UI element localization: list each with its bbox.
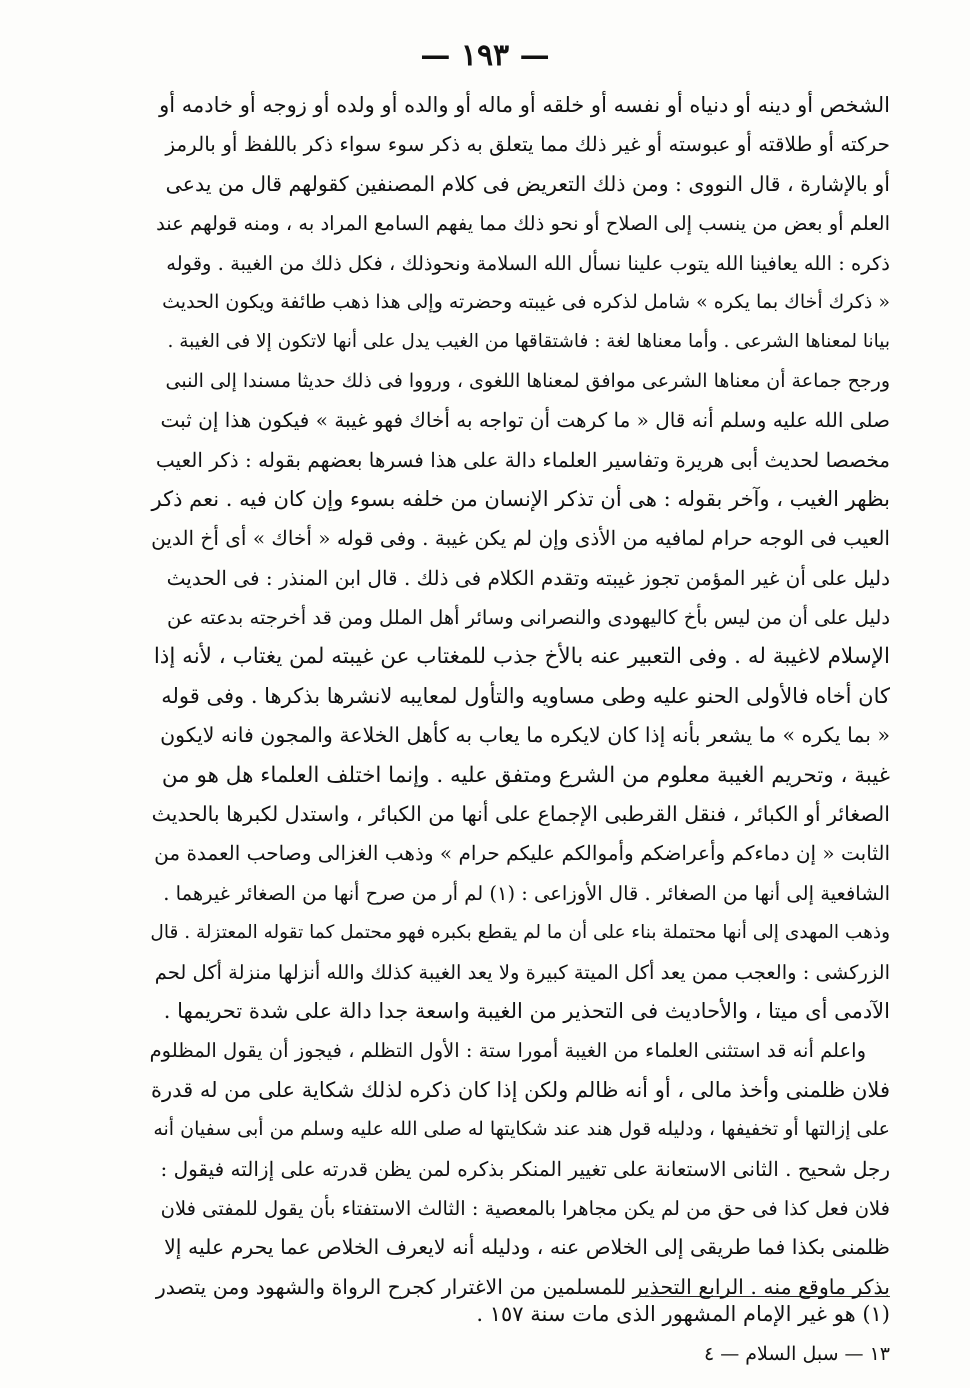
- text-line-20: الثابت « إن دماءكم وأعراضكم وأموالكم عليكم حرام » وذهب الغزالى وصاحب العمدة من: [154, 841, 890, 866]
- text-line-11: بظهر الغيب ، وآخر بقوله : هى أن تذكر الإنسان من خلفه بسوء وإن كان فيه . نعم ذكر: [151, 486, 890, 511]
- text-line-9: صلى الله عليه وسلم أنه قال « ما كرهت أن تواجه به أخاك فهو غيبة » فيكون هذا إن ثبت: [160, 408, 890, 433]
- text-line-25: واعلم أنه قد استثنى العلماء من الغيبة أمورا ستة : الأول التظلم ، فيجوز أن يقول المظلوم: [150, 1039, 866, 1063]
- page-number: — ١٩٣ —: [420, 38, 550, 73]
- text-line-18: غيبة ، وتحريم الغيبة معلوم من الشرع ومتفق عليه . وإنما اختلف العلماء هل هو من: [161, 762, 890, 788]
- printer-signature: ١٣ — سبل السلام — ٤: [704, 1343, 890, 1365]
- text-line-30: ظلمنى بكذا فما طريقى إلى الخلاص عنه ، ودليله أنه لايعرف الخلاص عما يحرم عليه إلا: [164, 1235, 890, 1260]
- text-line-17: « بما يكره » ما يشعر بأنه إذا كان لايكره ما يعاب به كأهل الخلاعة والمجون فانه لايكون: [160, 723, 890, 748]
- text-line-27: على إزالتها أو تخفيفها ، ودليله قول هند عند شكايتها له صلى الله عليه وسلم من أبى سفيان أنه: [153, 1118, 890, 1141]
- text-line-1: الشخص أو دينه أو دنياه أو نفسه أو خلقه أو ماله أو والده أو ولده أو زوجه أو خادمه أو: [159, 93, 890, 117]
- text-line-29: فلان فعل كذا فى حق من لم يكن مجاهرا بالمعصية : الثالث الاستفتاء بأن يقول للمفتى فلان: [160, 1196, 890, 1220]
- text-line-7: بيانا لمعناها الشرعى . وأما معناها لغة : فاشتقاقها من الغيب يدل على أنها لاتكون إلا فى الغيبة .: [167, 331, 890, 353]
- text-line-19: الصغائر أو الكبائر ، فنقل القرطبى الإجماع على أنها من الكبائر ، واستدل لكبرها بالحديث: [151, 802, 890, 827]
- text-line-10: مخصصا لحديث أبى هريرة وتفاسير العلماء دالة على هذا فسرها بعضهم بقوله : ذكر العيب: [155, 447, 890, 472]
- text-line-15: الإسلام لاغيبة له . وفى التعبير عنه بالأخ جذب للمغتاب عن غيبته لمن يغتاب ، لأنه إذا: [153, 644, 890, 670]
- text-line-14: دليل على أن من ليس بأخ كاليهودى والنصرانى وسائر أهل الملل ومن قد أخرجته بدعته عن: [167, 606, 890, 630]
- text-line-4: العلم أو بعض من ينسب إلى الصلاح أو نحو ذلك مما يفهم السامع المراد به ، ومنه قولهم عند: [156, 212, 890, 236]
- text-line-6: « ذكرك أخاك بما يكره » شامل لذكره فى غيبته وحضرته وإلى هذا ذهب طائفة ويكون الحديث: [162, 290, 890, 313]
- text-line-31: بذكر ماوقع منه . الرابع التحذير للمسلمين من الاغترار كجرح الرواة والشهود ومن يتصدر: [155, 1274, 890, 1299]
- text-line-8: ورجح جماعة أن معناها الشرعى موافق لمعناها اللغوى ، ورووا فى ذلك حديثا مسندا إلى النبى: [165, 369, 890, 392]
- text-line-24: الآدمى أى ميتا ، والأحاديث فى التحذير من الغيبة واسعة جدا دالة على شدة تحريمها .: [163, 998, 890, 1023]
- text-line-13: دليل على أن غير المؤمن تجوز غيبته وتقدم الكلام فى ذلك . قال ابن المنذر : فى الحديث: [166, 565, 890, 590]
- text-line-22: وذهب المهدى إلى أنها محتملة بناء على أن ما لم يقطع بكبره فهو محتمل كما تقوله المعتزلة . قال: [150, 922, 890, 944]
- text-line-26: فلان ظلمنى وأخذ مالى ، أو أنه ظالم ولكن إذا كان ذكره لذلك شكاية على من له قدرة: [150, 1077, 890, 1102]
- text-line-3: أو بالإشارة ، قال النووى : ومن ذلك التعريض فى كلام المصنفين كقولهم قال من يدعى: [165, 171, 890, 196]
- text-line-12: العيب فى الوجه حرام لمافيه من الأذى وإن لم يكن غيبة . وفى قوله « أخاك » أى أخ الدين: [151, 526, 890, 551]
- footnote: (١) هو غير الإمام المشهور الذى مات سنة ١٥٧ .: [476, 1302, 890, 1326]
- text-line-21: الشافعية إلى أنها من الصغائر . قال الأوزاعى : (١) لم أر من صرح أنها من الصغائر غيرهما .: [163, 881, 890, 905]
- text-line-28: رجل شحيح . الثانى الاستعانة على تغيير المنكر بذكره لمن يظن قدرته على إزالته فيقول :: [160, 1156, 890, 1181]
- footnote-divider: [640, 1296, 890, 1297]
- text-line-5: ذكره : الله يعافينا الله يتوب علينا نسأل الله السلامة ونحوذلك ، فكل ذلك من الغيبة . وقوله: [166, 251, 890, 275]
- body-text: [150, 86, 890, 1307]
- text-line-2: حركته أو طلاقته أو عبوسته أو غير ذلك مما يتعلق به ذكر سوء سواء ذكر باللفظ أو بالرمز: [165, 132, 890, 157]
- text-line-16: كان أخاه فالأولى الحنو عليه وطى مساويه والتأول لمعايبه لانشرها بذكرها . وفى قوله: [161, 683, 890, 708]
- text-line-23: الزركشى : والعجب ممن يعد أكل الميتة كبيرة ولا يعد الغيبة كذلك والله أنزلها منزلة أكل لحم: [154, 960, 890, 984]
